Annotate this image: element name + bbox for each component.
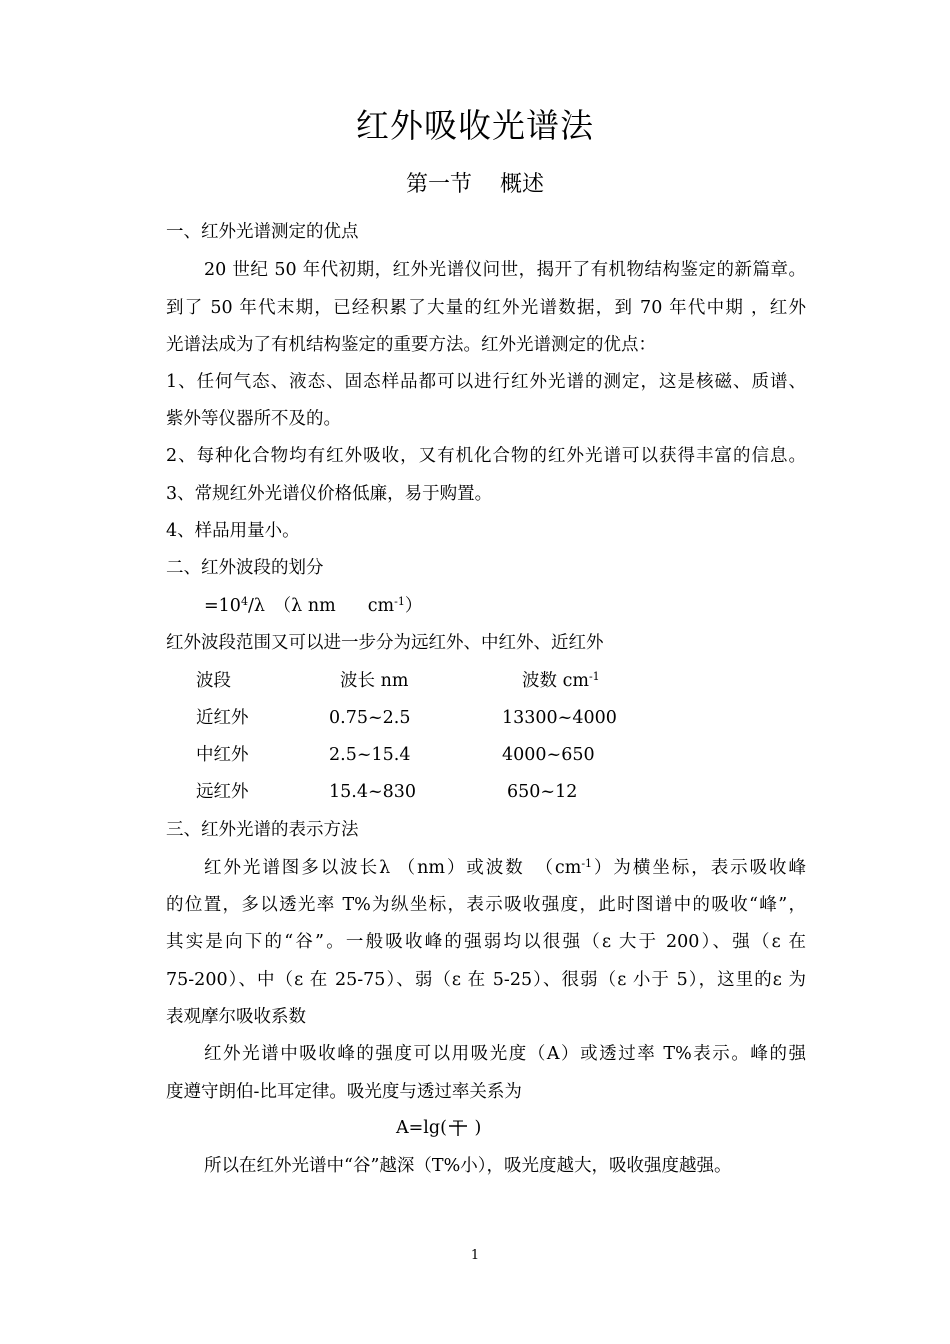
fraction-icon xyxy=(447,1119,469,1137)
paragraph-line: 的位置，多以透光率 T%为纵坐标，表示吸收强度，此时图谱中的吸收“峰”， xyxy=(166,895,806,915)
page-number: 1 xyxy=(470,1248,480,1263)
table-cell: 650~12 xyxy=(507,782,578,802)
band-intro: 红外波段范围又可以进一步分为远红外、中红外、近红外 xyxy=(166,633,604,653)
paragraph-line: 到了 50 年代末期，已经积累了大量的红外光谱数据，到 70 年代中期 ，红外 xyxy=(166,298,806,318)
table-cell: 13300~4000 xyxy=(502,708,617,728)
table-cell: 4000~650 xyxy=(502,745,595,765)
paragraph-line: 度遵守朗伯-比耳定律。吸光度与透过率关系为 xyxy=(166,1082,522,1102)
table-header: 波长 nm xyxy=(340,671,409,691)
absorbance-formula: A=lg( ) xyxy=(396,1118,482,1138)
paragraph-line: 光谱法成为了有机结构鉴定的重要方法。红外光谱测定的优点： xyxy=(166,335,656,355)
table-cell: 2.5~15.4 xyxy=(329,745,411,765)
list-item: 紫外等仪器所不及的。 xyxy=(166,409,341,429)
paragraph-line: 红外光谱中吸收峰的强度可以用吸光度（A）或透过率 T%表示。峰的强 xyxy=(204,1044,806,1064)
table-cell: 中红外 xyxy=(196,745,249,765)
table-cell: 15.4~830 xyxy=(329,782,417,802)
paragraph-line: 其实是向下的“谷”。一般吸收峰的强弱均以很强（ε 大于 200）、强（ε 在 xyxy=(166,932,806,952)
section-name: 概述 xyxy=(500,172,545,197)
paragraph-line: 20 世纪 50 年代初期，红外光谱仪问世，揭开了有机物结构鉴定的新篇章。 xyxy=(204,260,806,280)
paragraph-line: 表观摩尔吸收系数 xyxy=(166,1007,306,1027)
list-item: 4、样品用量小。 xyxy=(166,521,300,541)
paragraph-line: 红外光谱图多以波长λ （nm）或波数 $(cm^{-1})$为横坐标，表示吸收峰 xyxy=(204,857,807,878)
list-item: 2、每种化合物均有红外吸收，又有机化合物的红外光谱可以获得丰富的信息。 xyxy=(166,446,806,466)
section-label: 第一节 xyxy=(405,172,472,197)
heading-part3: 三、红外光谱的表示方法 xyxy=(166,820,359,840)
table-header: 波段 xyxy=(196,671,231,691)
document-title: 红外吸收光谱法 xyxy=(356,106,594,145)
paragraph-line: 75-200）、中（ε 在 25-75）、弱（ε 在 5-25）、很弱（ε 小于 5），这里的ε 为 xyxy=(166,970,806,990)
conclusion-line: 所以在红外光谱中“谷”越深（T%小），吸光度越大，吸收强度越强。 xyxy=(204,1156,732,1176)
list-item: 1、任何气态、液态、固态样品都可以进行红外光谱的测定，这是核磁、质谱、 xyxy=(166,372,806,392)
table-cell: 远红外 xyxy=(196,782,249,802)
wavenumber-formula: $=10^4/\lambda$ （λ nm $cm^{-1}$） xyxy=(204,595,423,616)
list-item: 3、常规红外光谱仪价格低廉，易于购置。 xyxy=(166,484,493,504)
table-header: 波数 $cm^{-1}$ xyxy=(522,670,600,691)
heading-part1: 一、红外光谱测定的优点 xyxy=(166,222,359,242)
section-title xyxy=(0,170,950,200)
table-cell: 近红外 xyxy=(196,708,249,728)
table-cell: 0.75~2.5 xyxy=(329,708,411,728)
heading-part2: 二、红外波段的划分 xyxy=(166,558,324,578)
